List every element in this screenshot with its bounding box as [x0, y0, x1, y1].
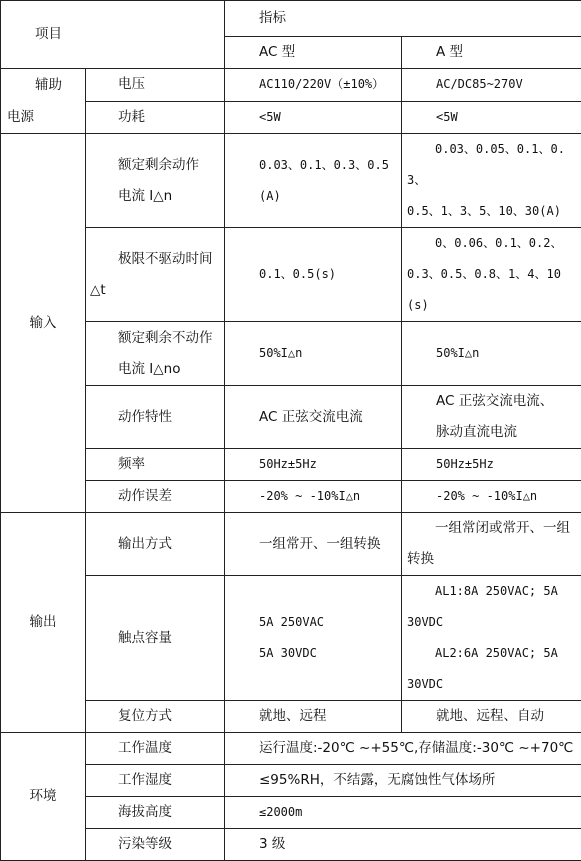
- group-environment: 环境: [1, 733, 86, 861]
- cell-line: AL1:8A 250VAC; 5A: [407, 576, 579, 607]
- cell-value: 运行温度:-20℃ ~+55℃,存储温度:-30℃ ~+70℃: [225, 733, 581, 765]
- cell-ac: 0.03、0.1、0.3、0.5(A): [225, 134, 402, 228]
- table-row: [1, 513, 581, 576]
- cell-a: [402, 386, 581, 449]
- cell-line: AL2:6A 250VAC; 5A: [407, 638, 579, 669]
- cell-value: ≤95%RH，不结露，无腐蚀性气体场所: [225, 765, 581, 797]
- cell-line: 30VDC: [407, 607, 579, 638]
- cell-a: [402, 576, 581, 701]
- cell-a: 50Hz±5Hz: [402, 449, 581, 481]
- cell-line: 0.5、1、3、5、10、30(A): [407, 196, 579, 227]
- header-row: [1, 1, 581, 37]
- cell-ac: <5W: [225, 101, 402, 134]
- row-name: 工作湿度: [86, 765, 225, 797]
- cell-a: -20% ~ -10%I△n: [402, 481, 581, 513]
- row-name-line: 电流 I△no: [118, 354, 216, 385]
- row-name-line: 额定剩余不动作: [118, 323, 216, 354]
- group-input: 输入: [1, 134, 86, 513]
- table-row: [1, 481, 581, 513]
- row-name: 动作特性: [86, 386, 225, 449]
- cell-line: 5A 250VAC: [259, 607, 397, 638]
- row-name: 频率: [86, 449, 225, 481]
- group-output: 输出: [1, 513, 86, 733]
- cell-ac: -20% ~ -10%I△n: [225, 481, 402, 513]
- row-name: 海拔高度: [86, 797, 225, 829]
- row-name-line: 额定剩余动作: [118, 150, 216, 181]
- table-row: [1, 733, 581, 765]
- cell-value: ≤2000m: [225, 797, 581, 829]
- row-name: 输出方式: [86, 513, 225, 576]
- table-row: [1, 322, 581, 386]
- cell-line: 0.3、0.5、0.8、1、4、10(s): [407, 259, 579, 321]
- cell-a: AC/DC85~270V: [402, 69, 581, 102]
- group-aux-power: [1, 69, 86, 134]
- cell-ac: [225, 576, 402, 701]
- header-indicator: 指标: [225, 1, 581, 37]
- cell-line: 0.03、0.05、0.1、0.3、: [407, 134, 579, 196]
- table-row: [1, 576, 581, 701]
- row-name-line: 极限不驱动时间: [86, 244, 216, 275]
- cell-a: 50%I△n: [402, 322, 581, 386]
- cell-value: 3 级: [225, 829, 581, 861]
- row-name: 工作温度: [86, 733, 225, 765]
- row-name-line: 电流 I△n: [118, 181, 216, 212]
- cell-a: <5W: [402, 101, 581, 134]
- cell-a: [402, 134, 581, 228]
- cell-line: 5A 30VDC: [259, 638, 397, 669]
- cell-line: 脉动直流电流: [436, 417, 577, 448]
- row-name-line: △t: [86, 275, 216, 306]
- cell-ac: 一组常开、一组转换: [225, 513, 402, 576]
- row-name: 复位方式: [86, 701, 225, 733]
- cell-line: 0、0.06、0.1、0.2、: [407, 228, 579, 259]
- row-name: 触点容量: [86, 576, 225, 701]
- cell-line: AC 正弦交流电流、: [436, 386, 577, 417]
- table-row: [1, 228, 581, 322]
- header-type-a: A 型: [402, 37, 581, 69]
- table-row: [1, 797, 581, 829]
- table-row: [1, 829, 581, 861]
- table-row: [1, 449, 581, 481]
- row-name: 功耗: [86, 101, 225, 134]
- cell-line: 一组常闭或常开、一组: [407, 513, 579, 544]
- group-label: 电源: [7, 101, 79, 133]
- cell-ac: 0.1、0.5(s): [225, 228, 402, 322]
- row-name: [86, 322, 225, 386]
- cell-ac: AC 正弦交流电流: [225, 386, 402, 449]
- table-row: [1, 386, 581, 449]
- row-name: [86, 134, 225, 228]
- cell-a: [402, 228, 581, 322]
- cell-a: 就地、远程、自动: [402, 701, 581, 733]
- cell-ac: 就地、远程: [225, 701, 402, 733]
- group-label: 辅助: [7, 69, 79, 101]
- cell-ac: AC110/220V（±10%）: [225, 69, 402, 102]
- cell-ac: 50%I△n: [225, 322, 402, 386]
- row-name: 电压: [86, 69, 225, 102]
- table-row: [1, 69, 581, 102]
- row-name: [86, 228, 225, 322]
- table-row: [1, 101, 581, 134]
- cell-line: 转换: [407, 544, 579, 575]
- table-row: [1, 701, 581, 733]
- row-name: 污染等级: [86, 829, 225, 861]
- row-name: 动作误差: [86, 481, 225, 513]
- cell-line: 30VDC: [407, 669, 579, 700]
- table-row: [1, 134, 581, 228]
- header-item: 项目: [1, 1, 225, 69]
- cell-a: [402, 513, 581, 576]
- cell-ac: 50Hz±5Hz: [225, 449, 402, 481]
- header-type-ac: AC 型: [225, 37, 402, 69]
